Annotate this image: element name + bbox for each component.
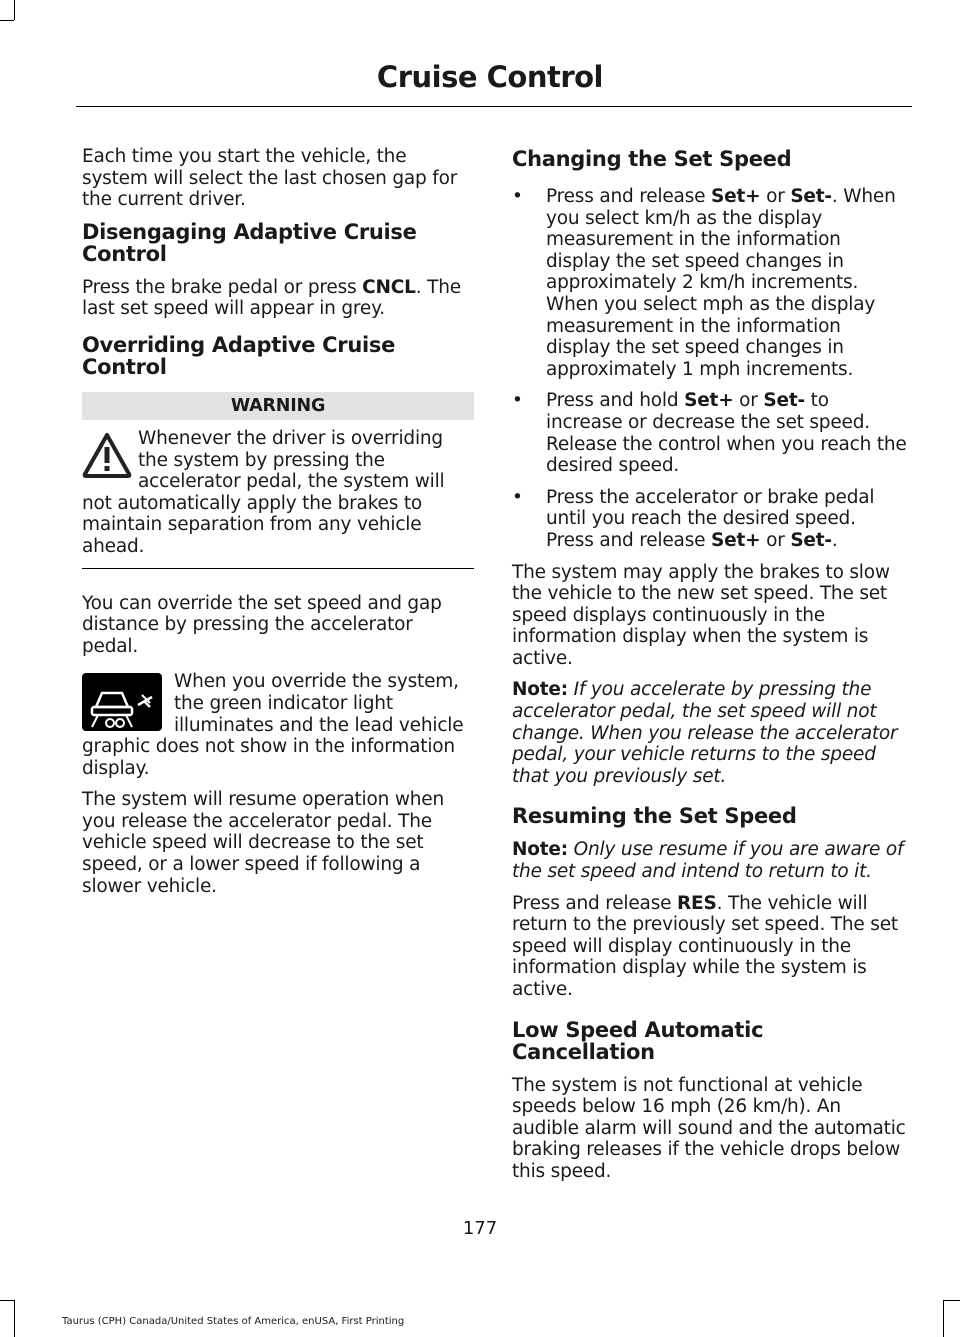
text: . The vehicle will return to the previously set speed. The set speed will display continuously in the information display while the system is active. [512, 892, 898, 1000]
resume-heading: Resuming the Set Speed [512, 804, 797, 829]
apply-brakes-paragraph: The system may apply the brakes to slow the vehicle to the new set speed. The set speed displays continuously in the information display when the system is active. [512, 561, 890, 669]
override-heading: Overriding Adaptive Cruise Control [82, 332, 396, 379]
res-key: RES [677, 892, 717, 914]
page-number: 177 [462, 1218, 498, 1239]
text: Press and release [512, 892, 677, 914]
disengage-paragraph [82, 277, 474, 320]
list-item [512, 390, 908, 476]
text: to increase or decrease the set speed. Release the control when you reach the desired speed. [546, 390, 907, 477]
text: or [760, 186, 791, 207]
adaptive-cruise-indicator-icon [82, 673, 162, 731]
header-rule [76, 106, 912, 107]
right-column [512, 146, 908, 1193]
text: . When you select km/h as the display measurement in the information display the set speed changes in approximately 2 km/h increments. When you select mph as the display measurement in the information display the set speed changes in approximately 1 mph increments. [546, 186, 896, 380]
note-paragraph [512, 839, 908, 882]
disengage-heading: Disengaging Adaptive Cruise Control [82, 219, 417, 266]
change-speed-heading: Changing the Set Speed [512, 147, 792, 171]
text: Press and release [546, 186, 711, 207]
gap-paragraph: Each time you start the vehicle, the system will select the last chosen gap for the current driver. [82, 146, 458, 211]
set-minus-key: Set- [790, 186, 832, 207]
text: or [760, 529, 791, 551]
crop-mark [0, 20, 14, 21]
crop-mark [944, 1300, 960, 1301]
warning-box [82, 428, 474, 569]
override-paragraph: You can override the set speed and gap distance by pressing the accelerator pedal. [82, 592, 442, 657]
note-label: Note: [512, 679, 568, 701]
set-plus-key: Set+ [711, 186, 761, 207]
left-column [82, 146, 474, 907]
set-minus-key: Set- [763, 390, 805, 412]
note-text: Only use resume if you are aware of the set speed and intend to return to it. [512, 839, 904, 883]
text: Press the brake pedal or press [82, 276, 363, 298]
low-speed-heading: Low Speed Automatic Cancellation [512, 1017, 764, 1064]
crop-mark [14, 1300, 15, 1337]
set-plus-key: Set+ [684, 390, 734, 412]
indicator-block [82, 671, 474, 779]
footer-text: Taurus (CPH) Canada/United States of America, enUSA, First Printing [62, 1316, 405, 1327]
crop-mark [14, 0, 15, 20]
list-item [512, 487, 908, 552]
crop-mark [943, 1300, 944, 1337]
crop-mark [0, 1300, 14, 1301]
text: . The last set speed will appear in grey. [82, 276, 461, 320]
note-label: Note: [512, 839, 568, 861]
text: Press the accelerator or brake pedal until you reach the desired speed. Press and release [546, 486, 875, 551]
note-paragraph [512, 679, 908, 787]
indicator-paragraph: When you override the system, the green indicator light illuminates and the lead vehicle graphic does not show in the information display. [82, 671, 464, 779]
bullet-dot: • [512, 486, 523, 508]
resume-paragraph [512, 893, 908, 1001]
note-text: If you accelerate by pressing the accelerator pedal, the set speed will not change. When you release the accelerator pedal, your vehicle returns to the speed that you previously set. [512, 679, 898, 787]
warning-triangle-icon [82, 432, 132, 478]
list-item [512, 186, 908, 380]
cncl-key: CNCL [362, 276, 416, 298]
resume-operation-paragraph: The system will resume operation when you release the accelerator pedal. The vehicle speed will decrease to the set speed, or a lower speed if following a slower vehicle. [82, 789, 444, 897]
text: or [733, 390, 764, 412]
text: Press and hold [546, 390, 685, 412]
set-minus-key: Set- [790, 529, 832, 551]
warning-text: Whenever the driver is overriding the system by pressing the accelerator pedal, the system will not automatically apply the brakes to maintain separation from any vehicle ahead. [82, 427, 445, 557]
warning-heading: WARNING [82, 392, 474, 420]
low-speed-paragraph: The system is not functional at vehicle speeds below 16 mph (26 km/h). An audible alarm will sound and the automatic braking releases if the vehicle drops below this speed. [512, 1074, 906, 1182]
text: . [831, 529, 838, 551]
bullet-dot: • [512, 390, 523, 412]
set-plus-key: Set+ [711, 529, 761, 551]
bullet-dot: • [512, 186, 523, 207]
page-title: Cruise Control [376, 60, 603, 94]
